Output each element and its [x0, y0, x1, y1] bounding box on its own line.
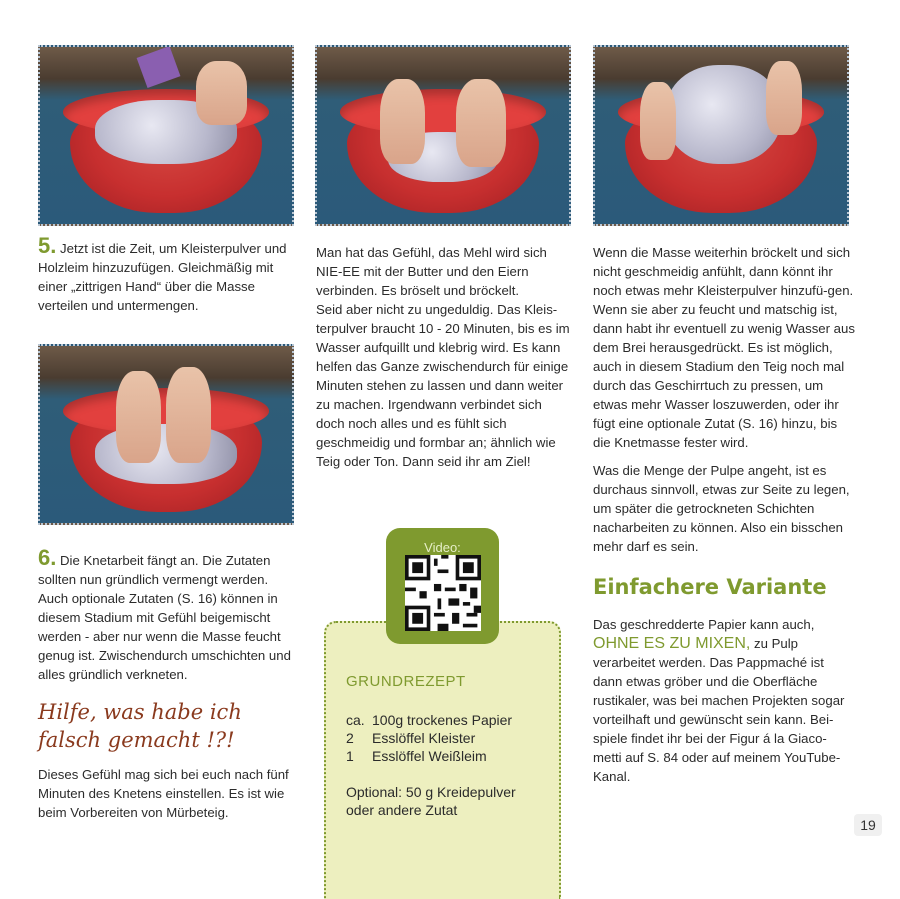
step5-text — [38, 233, 294, 315]
help-heading-line2: falsch gemacht !?! — [38, 728, 235, 752]
column3-paragraph-1: Wenn die Masse weiterhin bröckelt und sich nicht geschmeidig anfühlt, dann könnt ihr noch etwas mehr Kleisterpulver hinzufü-gen. Wenn sie aber zu feucht und matschig ist, dann habt ihr eventuell zu wenig Wasser aus dem Brei herausgedrückt. Es ist möglich, auch in diesem Stadium den Teig noch mal durch das Geschirrtuch zu pressen, um etwas mehr Wasser loszuwerden, oder ihr fügt eine optionale Zutat (S. 16) hinzu, bis die Knetmasse fester wird. — [593, 245, 855, 450]
qr-code-icon[interactable] — [405, 555, 481, 631]
column3-paragraph-2: Was die Menge der Pulpe angeht, ist es durchaus sinnvoll, etwas zur Seite zu legen, um später die getrockneten Schichten nacharbeiten zu können. Also ein bisschen mehr darf es sein. — [593, 463, 850, 554]
hand-graphic — [166, 367, 211, 463]
dough-ball-photo — [593, 45, 849, 226]
step6-text — [38, 545, 294, 684]
hand-graphic — [196, 61, 246, 125]
variant-highlight: OHNE ES ZU MIXEN, — [593, 635, 751, 652]
hand-graphic — [640, 82, 675, 160]
variant-heading: Einfachere Variante — [593, 575, 827, 599]
mixing-photo — [315, 45, 571, 226]
step5-photo — [38, 45, 294, 226]
hand-graphic — [766, 61, 801, 135]
step6-number: 6. — [38, 545, 57, 570]
help-heading — [38, 698, 298, 754]
variant-text — [593, 615, 855, 786]
step5-body: Jetzt ist die Zeit, um Kleisterpulver und Holzleim hinzuzufügen. Gleichmäßig mit einer „zittrigen Hand“ über die Masse verteilen und untermengen. — [38, 241, 287, 313]
page-number: 19 — [854, 814, 882, 836]
dough-ball — [666, 65, 782, 164]
recipe-box — [324, 621, 561, 899]
hand-graphic — [116, 371, 161, 463]
video-label: Video: — [424, 540, 461, 555]
step5-number: 5. — [38, 233, 57, 258]
recipe-item: 1 Esslöffel Weißleim — [346, 748, 487, 764]
paste-packet-icon — [136, 45, 180, 87]
recipe-item: 2 Esslöffel Kleister — [346, 730, 476, 746]
hand-graphic — [380, 79, 425, 164]
recipe-list — [346, 711, 512, 765]
column2-paragraph-1: Man hat das Gefühl, das Mehl wird sich NIE-EE mit der Butter und den Eiern verbinden. Es bröselt und bröckelt. — [316, 245, 547, 298]
hand-graphic — [456, 79, 506, 168]
recipe-item: ca. 100g trockenes Papier — [346, 712, 513, 728]
help-text: Dieses Gefühl mag sich bei euch nach fünf Minuten des Knetens einstellen. Es ist wie beim Vorbereiten von Mürbeteig. — [38, 767, 289, 820]
variant-intro: Das geschredderte Papier kann auch, — [593, 617, 815, 632]
step6-body: Die Knetarbeit fängt an. Die Zutaten sollten nun gründlich vermengt werden. Auch optionale Zutaten (S. 16) können in diesem Stadium mit Gefühl beigemischt werden - aber nur wenn die Masse feucht genug ist. Zwischendurch umschichten und alles gründlich verkneten. — [38, 553, 291, 682]
variant-body: zu Pulp verarbeitet werden. Das Pappmaché ist dann etwas gröber und die Oberfläche rustikaler, was bei machen Projekten sogar vorteilhaft und gewünscht sein kann. Bei-spiele findet ihr bei der Figur á la Giaco-metti auf S. 84 oder auf meinem YouTube-Kanal. — [593, 636, 845, 784]
column2-paragraph-2: Seid aber nicht zu ungeduldig. Das Kleis-terpulver braucht 10 - 20 Minuten, bis es im Wasser aufquillt und klebrig wird. Es kann helfen das Ganze zwischendurch für einige Minuten stehen zu lassen und dann weiter zu machen. Irgendwann verbindet sich doch noch alles und es fühlt sich geschmeidig und formbar an; ähnlich wie Teig oder Ton. Dann seid ihr am Ziel! — [316, 302, 570, 469]
step6-photo — [38, 344, 294, 525]
help-heading-line1: Hilfe, was habe ich — [38, 700, 242, 724]
recipe-optional: Optional: 50 g Kreidepulver oder andere Zutat — [346, 784, 516, 818]
recipe-title: GRUNDREZEPT — [346, 673, 466, 690]
